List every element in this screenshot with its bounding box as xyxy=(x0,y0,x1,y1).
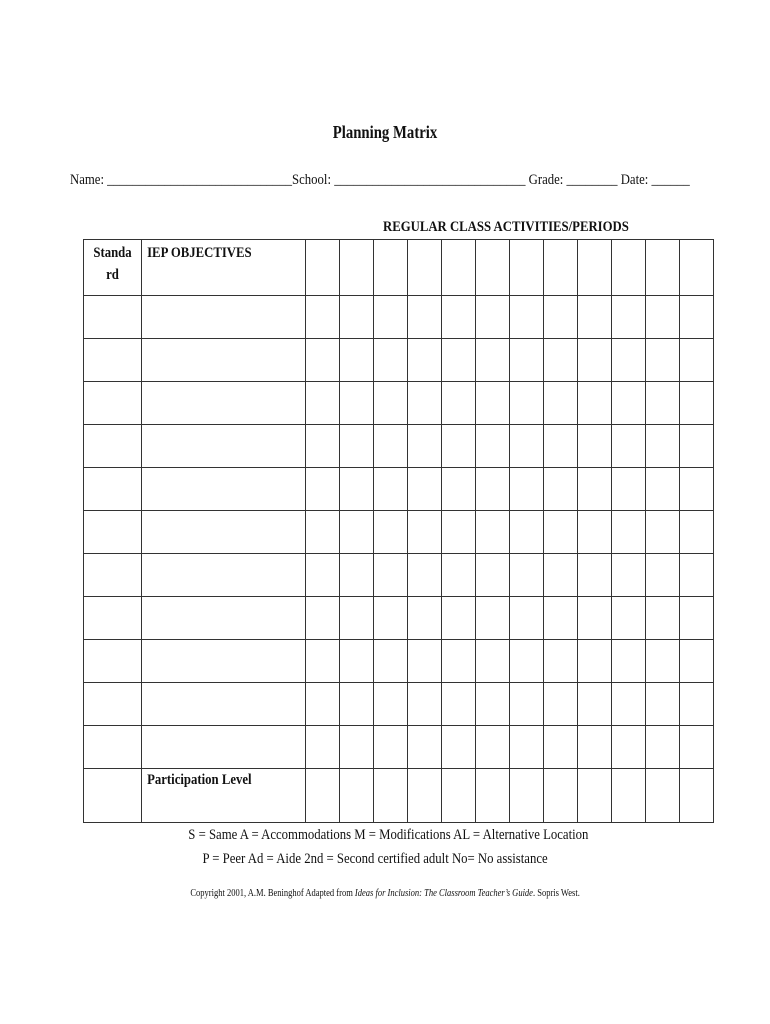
period-cell[interactable] xyxy=(408,425,442,468)
period-cell[interactable] xyxy=(578,296,612,339)
period-header-cell[interactable] xyxy=(612,240,646,296)
period-cell[interactable] xyxy=(374,554,408,597)
period-cell[interactable] xyxy=(680,726,714,769)
period-cell[interactable] xyxy=(544,511,578,554)
standard-cell[interactable] xyxy=(84,382,142,425)
period-cell[interactable] xyxy=(442,554,476,597)
period-cell[interactable] xyxy=(306,339,340,382)
period-header-cell[interactable] xyxy=(340,240,374,296)
period-cell[interactable] xyxy=(544,468,578,511)
period-cell[interactable] xyxy=(680,382,714,425)
standard-cell[interactable] xyxy=(84,726,142,769)
period-header-cell[interactable] xyxy=(646,240,680,296)
period-cell[interactable] xyxy=(510,296,544,339)
period-cell[interactable] xyxy=(442,339,476,382)
iep-objective-cell[interactable] xyxy=(142,726,306,769)
period-cell[interactable] xyxy=(680,554,714,597)
period-cell[interactable] xyxy=(442,468,476,511)
period-cell[interactable] xyxy=(578,597,612,640)
period-cell[interactable] xyxy=(680,468,714,511)
period-cell[interactable] xyxy=(544,554,578,597)
standard-cell[interactable] xyxy=(84,511,142,554)
period-cell[interactable] xyxy=(510,468,544,511)
participation-period-cell[interactable] xyxy=(544,769,578,823)
standard-cell[interactable] xyxy=(84,339,142,382)
period-cell[interactable] xyxy=(340,382,374,425)
iep-objective-cell[interactable] xyxy=(142,597,306,640)
period-cell[interactable] xyxy=(612,511,646,554)
period-cell[interactable] xyxy=(612,554,646,597)
standard-cell[interactable] xyxy=(84,554,142,597)
iep-objective-cell[interactable] xyxy=(142,554,306,597)
objective-row xyxy=(84,640,714,683)
iep-objective-cell[interactable] xyxy=(142,382,306,425)
period-cell[interactable] xyxy=(476,597,510,640)
period-cell[interactable] xyxy=(340,339,374,382)
period-cell[interactable] xyxy=(374,726,408,769)
participation-period-cell[interactable] xyxy=(578,769,612,823)
period-cell[interactable] xyxy=(306,597,340,640)
period-cell[interactable] xyxy=(476,554,510,597)
period-header-cell[interactable] xyxy=(476,240,510,296)
period-cell[interactable] xyxy=(408,382,442,425)
period-cell[interactable] xyxy=(340,554,374,597)
period-cell[interactable] xyxy=(306,726,340,769)
period-cell[interactable] xyxy=(306,640,340,683)
header-fields-line: Name: _____________________________School: ______________________________ Grade: ________ Date: ______ xyxy=(70,172,690,188)
participation-period-cell[interactable] xyxy=(680,769,714,823)
standard-cell[interactable] xyxy=(84,640,142,683)
period-cell[interactable] xyxy=(680,339,714,382)
period-cell[interactable] xyxy=(442,640,476,683)
standard-header: Standard xyxy=(93,245,132,283)
period-cell[interactable] xyxy=(646,339,680,382)
iep-objective-cell[interactable] xyxy=(142,683,306,726)
objective-row xyxy=(84,339,714,382)
period-cell[interactable] xyxy=(510,425,544,468)
period-cell[interactable] xyxy=(442,511,476,554)
period-header-cell[interactable] xyxy=(408,240,442,296)
standard-cell[interactable] xyxy=(84,769,142,823)
copyright-prefix: Copyright 2001, A.M. Beninghof Adapted from xyxy=(190,888,355,899)
period-cell[interactable] xyxy=(374,296,408,339)
period-cell[interactable] xyxy=(374,468,408,511)
period-cell[interactable] xyxy=(408,726,442,769)
period-cell[interactable] xyxy=(680,425,714,468)
period-cell[interactable] xyxy=(612,640,646,683)
period-cell[interactable] xyxy=(510,597,544,640)
period-cell[interactable] xyxy=(578,726,612,769)
participation-period-cell[interactable] xyxy=(306,769,340,823)
period-cell[interactable] xyxy=(476,382,510,425)
period-cell[interactable] xyxy=(510,339,544,382)
objective-row xyxy=(84,468,714,511)
period-cell[interactable] xyxy=(578,640,612,683)
participation-period-cell[interactable] xyxy=(340,769,374,823)
period-cell[interactable] xyxy=(612,597,646,640)
period-cell[interactable] xyxy=(612,382,646,425)
legend-line-2-text: P = Peer Ad = Aide 2nd = Second certified adult No= No assistance xyxy=(202,851,548,867)
period-cell[interactable] xyxy=(578,554,612,597)
period-cell[interactable] xyxy=(578,683,612,726)
standard-cell[interactable] xyxy=(84,425,142,468)
period-cell[interactable] xyxy=(306,554,340,597)
copyright-book-title: Ideas for Inclusion: The Classroom Teacher’s Guide xyxy=(354,888,533,899)
standard-cell[interactable] xyxy=(84,468,142,511)
period-cell[interactable] xyxy=(510,511,544,554)
standard-cell[interactable] xyxy=(84,296,142,339)
iep-objectives-header: IEP OBJECTIVES xyxy=(147,245,252,261)
participation-period-cell[interactable] xyxy=(510,769,544,823)
period-cell[interactable] xyxy=(306,511,340,554)
period-cell[interactable] xyxy=(612,296,646,339)
period-cell[interactable] xyxy=(340,640,374,683)
period-cell[interactable] xyxy=(442,683,476,726)
period-cell[interactable] xyxy=(306,425,340,468)
period-cell[interactable] xyxy=(340,296,374,339)
period-cell[interactable] xyxy=(442,425,476,468)
period-cell[interactable] xyxy=(646,511,680,554)
objective-row xyxy=(84,296,714,339)
period-cell[interactable] xyxy=(646,425,680,468)
period-cell[interactable] xyxy=(510,382,544,425)
iep-objective-cell[interactable] xyxy=(142,425,306,468)
period-cell[interactable] xyxy=(612,468,646,511)
period-cell[interactable] xyxy=(374,640,408,683)
iep-objective-cell[interactable] xyxy=(142,339,306,382)
period-header-cell[interactable] xyxy=(306,240,340,296)
period-cell[interactable] xyxy=(340,597,374,640)
period-cell[interactable] xyxy=(442,726,476,769)
period-cell[interactable] xyxy=(612,683,646,726)
objective-row xyxy=(84,683,714,726)
participation-period-cell[interactable] xyxy=(408,769,442,823)
period-cell[interactable] xyxy=(510,554,544,597)
period-cell[interactable] xyxy=(544,339,578,382)
period-cell[interactable] xyxy=(476,683,510,726)
participation-period-cell[interactable] xyxy=(442,769,476,823)
period-cell[interactable] xyxy=(646,468,680,511)
period-cell[interactable] xyxy=(578,511,612,554)
period-cell[interactable] xyxy=(408,554,442,597)
period-cell[interactable] xyxy=(476,511,510,554)
page-title: Planning Matrix xyxy=(332,122,438,142)
period-cell[interactable] xyxy=(306,683,340,726)
objective-row xyxy=(84,511,714,554)
period-cell[interactable] xyxy=(374,382,408,425)
period-cell[interactable] xyxy=(646,296,680,339)
participation-level-label: Participation Level xyxy=(147,772,252,788)
period-cell[interactable] xyxy=(544,597,578,640)
period-cell[interactable] xyxy=(544,425,578,468)
period-cell[interactable] xyxy=(680,296,714,339)
period-cell[interactable] xyxy=(578,382,612,425)
period-cell[interactable] xyxy=(544,382,578,425)
table-header-row xyxy=(84,240,714,296)
copyright-notice xyxy=(0,888,770,899)
period-cell[interactable] xyxy=(544,683,578,726)
participation-period-cell[interactable] xyxy=(646,769,680,823)
activities-periods-heading: REGULAR CLASS ACTIVITIES/PERIODS xyxy=(383,219,629,235)
period-cell[interactable] xyxy=(442,382,476,425)
period-cell[interactable] xyxy=(306,468,340,511)
iep-objective-cell[interactable] xyxy=(142,511,306,554)
period-cell[interactable] xyxy=(476,425,510,468)
period-cell[interactable] xyxy=(374,339,408,382)
iep-objective-cell[interactable] xyxy=(142,296,306,339)
standard-cell[interactable] xyxy=(84,683,142,726)
period-cell[interactable] xyxy=(578,339,612,382)
period-cell[interactable] xyxy=(646,597,680,640)
period-cell[interactable] xyxy=(374,425,408,468)
period-cell[interactable] xyxy=(680,640,714,683)
period-cell[interactable] xyxy=(476,296,510,339)
period-cell[interactable] xyxy=(408,597,442,640)
period-cell[interactable] xyxy=(476,726,510,769)
period-cell[interactable] xyxy=(646,382,680,425)
objective-row xyxy=(84,425,714,468)
period-cell[interactable] xyxy=(340,468,374,511)
objective-row xyxy=(84,726,714,769)
period-cell[interactable] xyxy=(476,468,510,511)
period-cell[interactable] xyxy=(306,296,340,339)
period-cell[interactable] xyxy=(680,511,714,554)
period-header-cell[interactable] xyxy=(578,240,612,296)
period-cell[interactable] xyxy=(340,683,374,726)
period-cell[interactable] xyxy=(680,597,714,640)
period-cell[interactable] xyxy=(340,726,374,769)
period-header-cell[interactable] xyxy=(374,240,408,296)
objective-row xyxy=(84,597,714,640)
period-cell[interactable] xyxy=(646,683,680,726)
period-cell[interactable] xyxy=(544,726,578,769)
legend-line-2 xyxy=(0,851,760,868)
objective-row xyxy=(84,382,714,425)
period-cell[interactable] xyxy=(340,425,374,468)
period-header-cell[interactable] xyxy=(680,240,714,296)
participation-period-cell[interactable] xyxy=(476,769,510,823)
period-cell[interactable] xyxy=(612,726,646,769)
standard-cell[interactable] xyxy=(84,597,142,640)
period-header-cell[interactable] xyxy=(510,240,544,296)
period-header-cell[interactable] xyxy=(442,240,476,296)
period-cell[interactable] xyxy=(510,640,544,683)
participation-level-row xyxy=(84,769,714,823)
period-cell[interactable] xyxy=(374,511,408,554)
period-cell[interactable] xyxy=(476,339,510,382)
period-cell[interactable] xyxy=(612,339,646,382)
participation-period-cell[interactable] xyxy=(374,769,408,823)
period-cell[interactable] xyxy=(374,597,408,640)
period-cell[interactable] xyxy=(544,640,578,683)
period-cell[interactable] xyxy=(442,296,476,339)
period-cell[interactable] xyxy=(442,597,476,640)
period-header-cell[interactable] xyxy=(544,240,578,296)
period-cell[interactable] xyxy=(340,511,374,554)
iep-objective-cell[interactable] xyxy=(142,640,306,683)
period-cell[interactable] xyxy=(374,683,408,726)
period-cell[interactable] xyxy=(612,425,646,468)
period-cell[interactable] xyxy=(578,468,612,511)
participation-period-cell[interactable] xyxy=(612,769,646,823)
period-cell[interactable] xyxy=(408,296,442,339)
period-cell[interactable] xyxy=(680,683,714,726)
legend-line-1-text: S = Same A = Accommodations M = Modifications AL = Alternative Location xyxy=(187,827,589,843)
period-cell[interactable] xyxy=(510,683,544,726)
period-cell[interactable] xyxy=(476,640,510,683)
period-cell[interactable] xyxy=(578,425,612,468)
legend-line-1 xyxy=(3,827,770,844)
period-cell[interactable] xyxy=(408,640,442,683)
iep-objective-cell[interactable] xyxy=(142,468,306,511)
participation-level-cell xyxy=(142,769,306,823)
objective-row xyxy=(84,554,714,597)
planning-matrix-table xyxy=(83,239,714,823)
copyright-suffix: . Sopris West. xyxy=(532,888,580,899)
period-cell[interactable] xyxy=(544,296,578,339)
period-cell[interactable] xyxy=(510,726,544,769)
period-cell[interactable] xyxy=(646,726,680,769)
period-cell[interactable] xyxy=(306,382,340,425)
standard-header-cell xyxy=(84,240,142,296)
period-cell[interactable] xyxy=(646,554,680,597)
iep-header-cell xyxy=(142,240,306,296)
period-cell[interactable] xyxy=(408,468,442,511)
period-cell[interactable] xyxy=(646,640,680,683)
period-cell[interactable] xyxy=(408,339,442,382)
period-cell[interactable] xyxy=(408,511,442,554)
period-cell[interactable] xyxy=(408,683,442,726)
